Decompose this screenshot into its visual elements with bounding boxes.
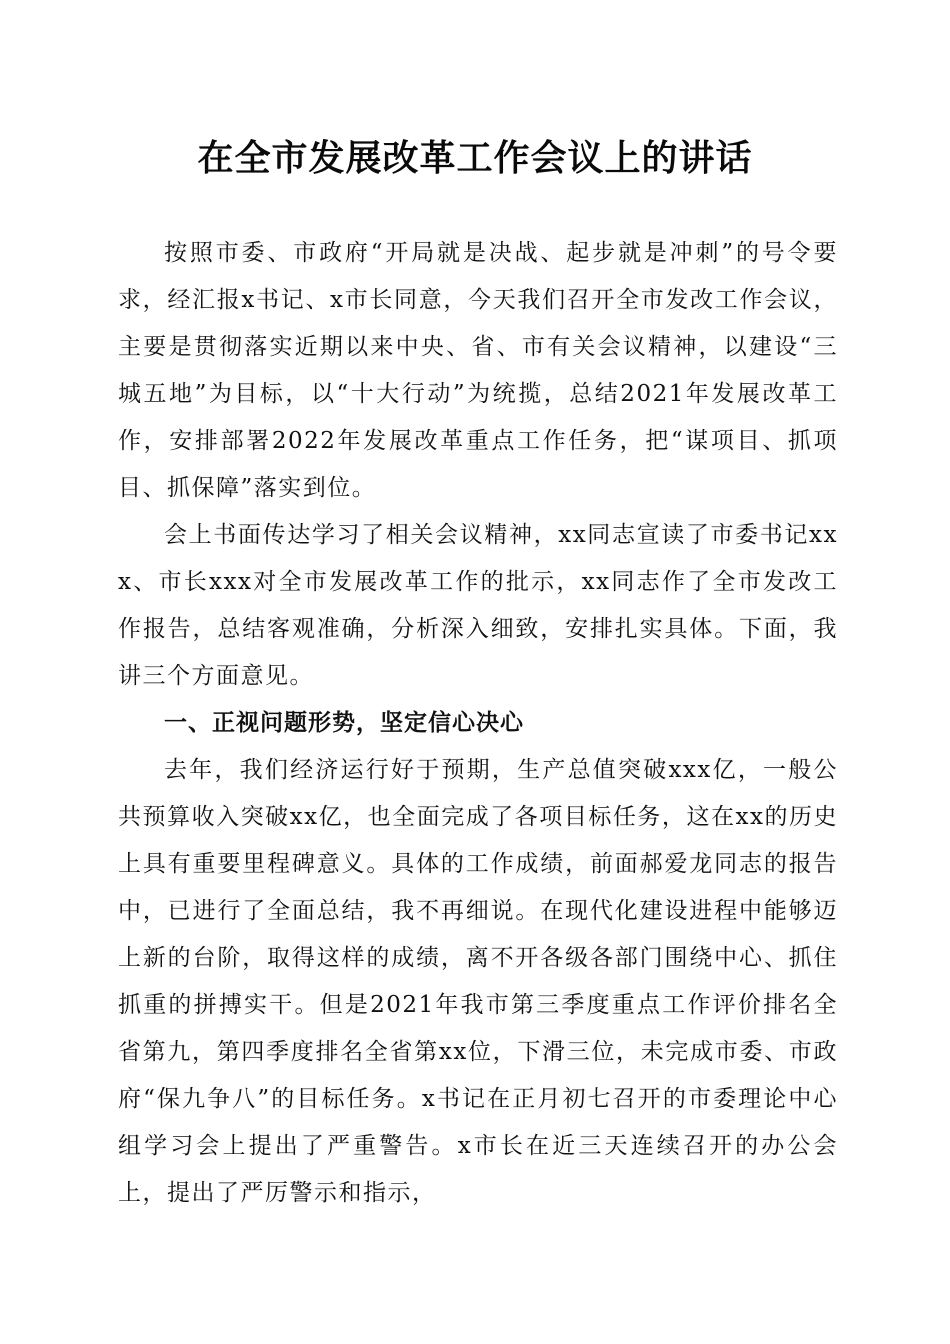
section-heading: 一、正视问题形势，坚定信心决心: [164, 710, 524, 736]
paragraph-intro: 按照市委、市政府“开局就是决战、起步就是冲刺”的号令要求，经汇报x书记、x市长同意，今天我们召开全市发改工作会议，主要是贯彻落实近期以来中央、省、市有关会议精神，以建设“三城五地”为目标，以“十大行动”为统揽，总结2021年发展改革工作，安排部署2022年发展改革重点工作任务，把“谋项目、抓项目、抓保障”落实到位。: [118, 240, 838, 501]
paragraph-meeting-summary: 会上书面传达学习了相关会议精神，xx同志宣读了市委书记xxx、市长xxx对全市发展改革工作的批示，xx同志作了全市发改工作报告，总结客观准确，分析深入细致，安排扎实具体。下面，我讲三个方面意见。: [118, 522, 838, 689]
paragraph-section-one: 去年，我们经济运行好于预期，生产总值突破xxx亿，一般公共预算收入突破xx亿，也全面完成了各项目标任务，这在xx的历史上具有重要里程碑意义。具体的工作成绩，前面郝爱龙同志的报告中，已进行了全面总结，我不再细说。在现代化建设进程中能够迈上新的台阶，取得这样的成绩，离不开各级各部门围绕中心、抓住抓重的拼搏实干。但是2021年我市第三季度重点工作评价排名全省第九，第四季度排名全省第xx位，下滑三位，未完成市委、市政府“保九争八”的目标任务。x书记在正月初七召开的市委理论中心组学习会上提出了严重警告。x市长在近三天连续召开的办公会上，提出了严厉警示和指示，: [118, 757, 838, 1206]
document-body: [118, 230, 838, 1217]
document-title: 在全市发展改革工作会议上的讲话: [197, 137, 753, 179]
